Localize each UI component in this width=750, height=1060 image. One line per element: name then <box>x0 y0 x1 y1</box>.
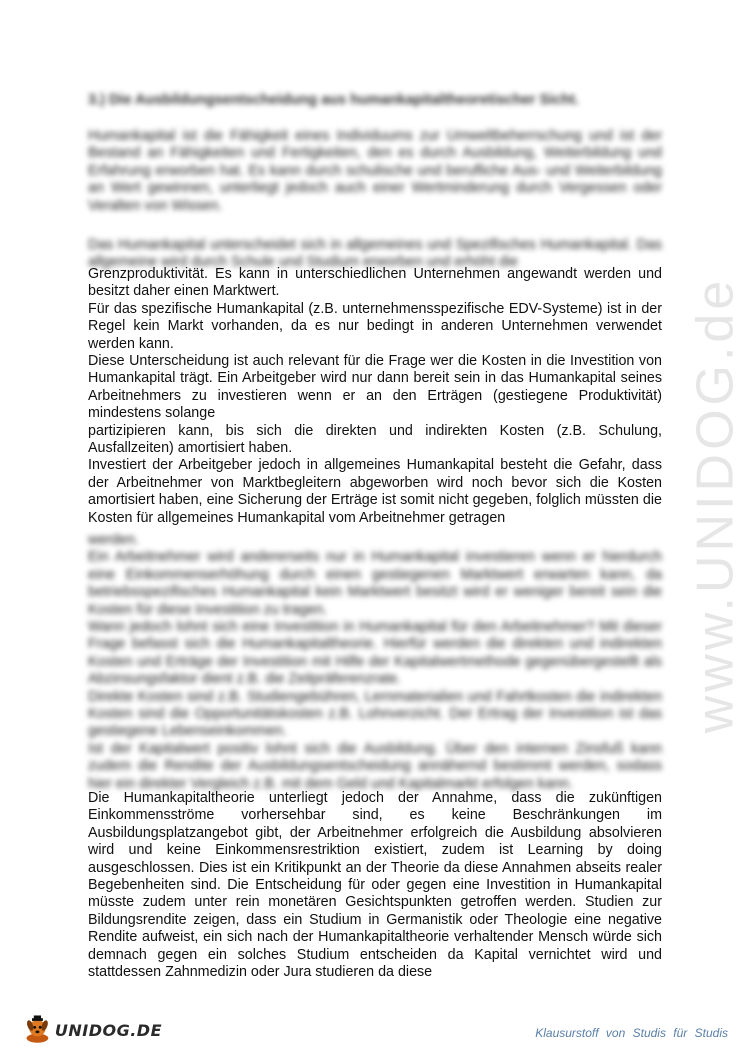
footer-note: Klausurstoff von Studis für Studis <box>535 1026 728 1040</box>
logo-text: UNIDOG.DE <box>54 1020 162 1040</box>
dog-mascot-icon <box>22 1013 53 1047</box>
readable-text-2: Die Humankapitaltheorie unterliegt jedoch der Annahme, dass die zukünftigen Einkommensströme vorhersehbar sind, es keine Beschränkungen im Ausbildungsplatzangebot gibt, der Arbeitnehmer erfolgreich die Ausbildung absolvieren wird und keine Einkommensrestriktion existiert, zudem ist Learning by doing ausgeschlossen. Dies ist ein Kritikpunkt an der Theorie da diese Annahmen abseits realer Begebenheiten sind. Die Entscheidung für oder gegen eine Investition in Humankapital müsste zudem unter rein monetären Gesichtspunkten getroffen werden. Studien zur Bildungsrendite zeigen, dass ein Studium in Germanistik oder Theologie eine negative Rendite aufweist, ein sich nach der Humankapitaltheorie verhaltender Mensch würde sich demnach gegen ein solches Studium entscheiden da Kapital vernichtet wird und stattdessen Zahnmedizin oder Jura studieren da diese <box>88 790 662 981</box>
blurred-paragraph-1: Humankapital ist die Fähigkeit eines Individuums zur Umweltbeherrschung und ist der Bestand an Fähigkeiten und Fertigkeiten, den es durch Ausbildung, Weiterbildung und Erfahrung erworben hat. Es kann durch schulische und berufliche Aus- und Weiterbildung an Wert gewinnen, unterliegt jedoch auch einer Wertminderung durch Vergessen oder Veralten von Wissen. <box>88 128 662 214</box>
blurred-paragraph-3 <box>88 532 662 793</box>
blurred-text-3: werden. Ein Arbeitnehmer wird andererseits nur in Humankapital investieren wenn er hierdurch eine Einkommenserhöhung durch einen gestiegenen Marktwert erwarten kann, da betriebsspezifisches Humankapital kein Marktwert besitzt wird er weniger bereit sein die Kosten für diese Investition zu tragen. Wann jedoch lohnt sich eine Investition in Humankapital für den Arbeitnehmer? Mit dieser Frage befasst sich die Humankapitaltheorie. Hierfür werden die direkten und indirekten Kosten und Erträge der Investition mit Hilfe der Kapitalwertmethode gegenübergestellt als Abzinsungsfaktor dient z.B. die Zeitpräferenzrate. Direkte Kosten sind z.B. Studiengebühren, Lernmaterialien und Fahrtkosten die indirekten Kosten sind die Opportunitätskosten z.B. Lohnverzicht. Der Ertrag der Investition ist das gestiegene Lebenseinkommen. Ist der Kapitalwert positiv lohnt sich die Ausbildung. Über den internen Zinsfuß kann zudem die Rendite der Ausbildungsentscheidung annähernd bestimmt werden, sodass hier ein direkter Vergleich z.B. mit dem Geld und Kapitalmarkt erfolgen kann. <box>88 532 662 792</box>
readable-section-1 <box>88 266 662 527</box>
section-heading: 3.) Die Ausbildungsentscheidung aus humankapitaltheoretischer Sicht. <box>88 92 579 108</box>
unidog-logo <box>22 1012 162 1048</box>
readable-section-2 <box>88 790 662 981</box>
blurred-paragraph-2: Das Humankapital unterscheidet sich in allgemeines und Spezifisches Humankapital. Das allgemeine wird durch Schule und Studium erworben und erhöht die <box>88 237 662 271</box>
readable-text-1: Grenzproduktivität. Es kann in unterschiedlichen Unternehmen angewandt werden und besitzt daher einen Marktwert. Für das spezifische Humankapital (z.B. unternehmensspezifische EDV-Systeme) ist in der Regel kein Markt vorhanden, da es nur bedingt in anderen Unternehmen verwendet werden kann. Diese Unterscheidung ist auch relevant für die Frage wer die Kosten in die Investition von Humankapital trägt. Ein Arbeitgeber wird nur dann bereit sein in das Humankapital seines Arbeitnehmers zu investieren wenn er an den Erträgen (gestiegene Produktivität) mindestens solange partizipieren kann, bis sich die direkten und indirekten Kosten (z.B. Schulung, Ausfallzeiten) amortisiert haben. Investiert der Arbeitgeber jedoch in allgemeines Humankapital besteht die Gefahr, dass der Arbeitnehmer von Marktbegleitern abgeworben wird noch bevor sich die Kosten amortisiert haben, eine Sicherung der Erträge ist somit nicht gegeben, folglich müssten die Kosten für allgemeines Humankapital vom Arbeitnehmer getragen <box>88 266 662 526</box>
watermark-text: www.UNIDOG.de <box>686 276 744 734</box>
vertical-watermark <box>684 270 746 740</box>
